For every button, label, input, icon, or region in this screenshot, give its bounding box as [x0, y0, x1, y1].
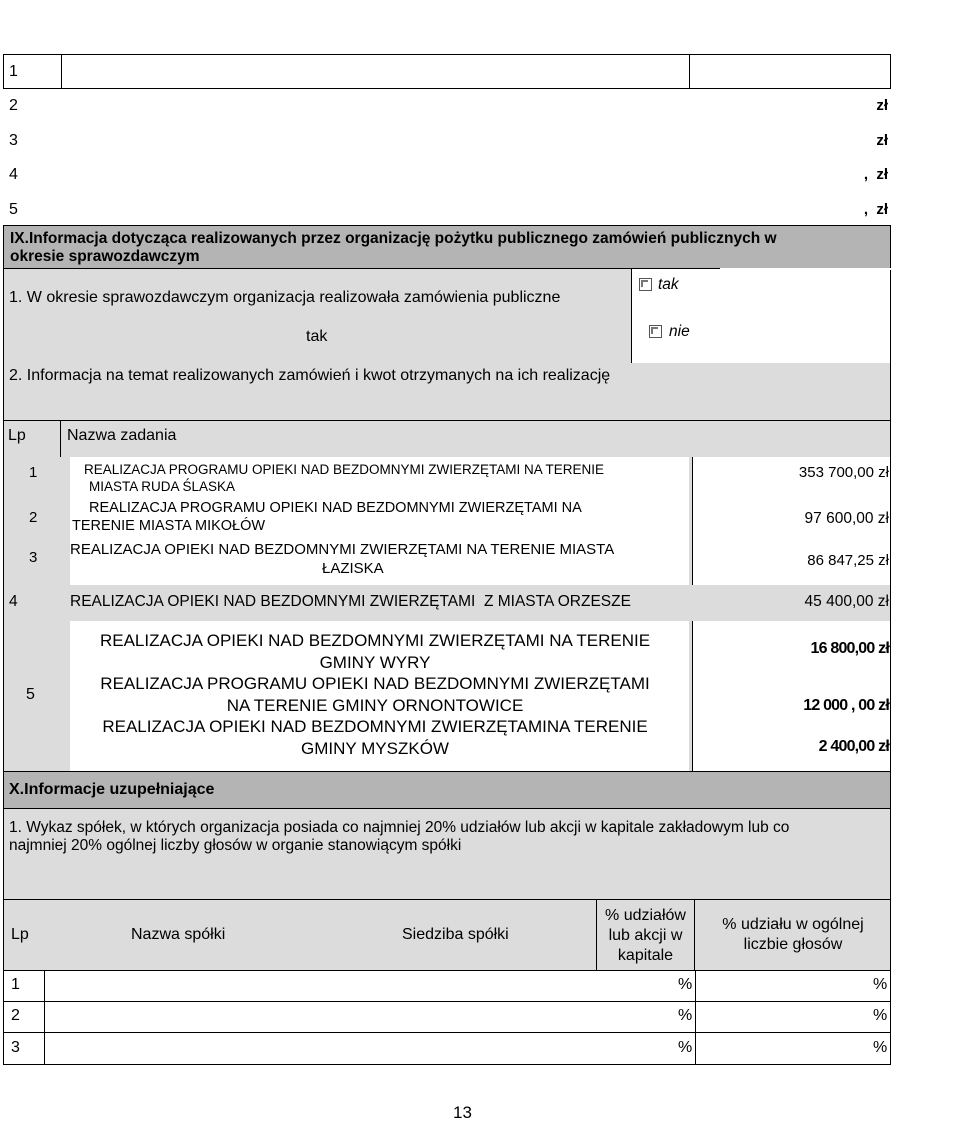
companies-header-shares-l3: kapitale [617, 947, 674, 964]
top-row-3-suffix: zł [876, 132, 888, 149]
top-row-3-num: 3 [9, 132, 18, 149]
order-row-4-amount: 45 400,00 zł [804, 593, 889, 610]
companies-header-shares-l2: lub akcji w [608, 927, 683, 944]
companies-table-rows [3, 970, 891, 1065]
companies-row-3-lp: 3 [11, 1039, 20, 1056]
order-row-3-name-l1: REALIZACJA OPIEKI NAD BEZDOMNYMI ZWIERZĘTAMI NA TERENIE MIASTA [70, 541, 615, 558]
order-row-5-line-1: REALIZACJA OPIEKI NAD BEZDOMNYMI ZWIERZĘTAMI NA TERENIE [99, 631, 651, 650]
order-row-5-lp: 5 [26, 686, 35, 703]
order-row-2-name-l2: TERENIE MIASTA MIKOŁÓW [72, 518, 266, 534]
order-row-1-name-l1: REALIZACJA PROGRAMU OPIEKI NAD BEZDOMNYMI ZWIERZĘTAMI NA TERENIE [84, 462, 605, 477]
section-x-question-1 [3, 809, 891, 900]
section-ix-title-line2: okresie sprawozdawczym [10, 248, 200, 265]
order-row-2-name-l1: REALIZACJA PROGRAMU OPIEKI NAD BEZDOMNYMI ZWIERZĘTAMI NA [89, 500, 582, 516]
order-row-1-lp: 1 [29, 464, 38, 481]
companies-row-2-votes: % [873, 1007, 888, 1024]
order-row-5-amount-3: 2 400,00 zł [818, 738, 889, 755]
companies-header-shares [597, 906, 694, 966]
companies-header-votes-l2: liczbie głosów [743, 936, 843, 953]
order-row-5-amount-1: 16 800,00 zł [810, 640, 889, 657]
order-row-5-line-4: NA TERENIE GMINY ORNONTOWICE [226, 695, 524, 715]
section-x-q1-line1: 1. Wykaz spółek, w których organizacja posiada co najmniej 20% udziałów lub akcji w kapitale zakładowym lub co [9, 819, 790, 836]
order-row-4-lp: 4 [9, 593, 18, 610]
companies-header-votes-l1: % udziału w ogólnej [722, 916, 864, 933]
section-ix-title-line1: IX.Informacja dotycząca realizowanych przez organizację pożytku publicznego zamówień publicznych w [10, 230, 777, 247]
companies-row-3-votes: % [873, 1039, 888, 1056]
companies-header-votes [695, 915, 891, 955]
top-rows-table [3, 54, 891, 225]
order-row-1-name-l2: MIASTA RUDA ŚLASKA [89, 479, 236, 494]
order-row-5-line-3: REALIZACJA PROGRAMU OPIEKI NAD BEZDOMNYMI ZWIERZĘTAMI [100, 674, 650, 693]
question-1-answer: tak [306, 328, 328, 345]
order-row-2-amount: 97 600,00 zł [804, 510, 889, 527]
option-tak-label: tak [658, 276, 679, 293]
question-1-area [3, 269, 631, 363]
question-1-label: 1. W okresie sprawozdawczym organizacja realizowała zamówienia publiczne [9, 289, 561, 306]
top-row-2-num: 2 [9, 97, 18, 114]
companies-header-name: Nazwa spółki [131, 926, 226, 943]
companies-row-2-lp: 2 [11, 1007, 20, 1024]
top-row-2-suffix: zł [876, 97, 888, 114]
order-row-3-lp: 3 [29, 549, 38, 566]
order-row-3-amount: 86 847,25 zł [807, 552, 889, 569]
section-ix-header [3, 225, 891, 269]
order-row-2-lp: 2 [29, 509, 38, 526]
companies-header-seat: Siedziba spółki [402, 926, 509, 943]
section-x-title: X.Informacje uzupełniające [9, 781, 215, 798]
top-row-5-num: 5 [9, 201, 18, 218]
checkbox-nie-icon[interactable] [649, 325, 662, 338]
top-row-1-num: 1 [9, 63, 18, 80]
companies-row-1-shares: % [678, 976, 693, 993]
order-row-4-name: REALIZACJA OPIEKI NAD BEZDOMNYMI ZWIERZĘTAMI Z MIASTA ORZESZE [70, 593, 631, 610]
order-row-3-name-l2: ŁAZISKA [322, 560, 384, 577]
checkbox-tak-icon[interactable] [639, 278, 652, 291]
companies-row-3-shares: % [678, 1039, 693, 1056]
companies-header-shares-l1: % udziałów [605, 907, 686, 924]
page-number: 13 [453, 1103, 472, 1122]
companies-header-lp: Lp [11, 926, 29, 943]
order-row-5-line-5: REALIZACJA OPIEKI NAD BEZDOMNYMI ZWIERZĘTAMINA TERENIE [102, 717, 648, 736]
order-row-5-amount-2: 12 000 , 00 zł [803, 697, 889, 714]
companies-row-1-votes: % [873, 976, 888, 993]
orders-header-lp: Lp [8, 427, 26, 444]
question-2-label: 2. Informacja na temat realizowanych zamówień i kwot otrzymanych na ich realizację [9, 367, 611, 384]
order-row-5-names [70, 630, 680, 759]
companies-row-1-lp: 1 [11, 976, 20, 993]
section-x-q1-line2: najmniej 20% ogólnej liczby głosów w organie stanowiącym spółki [9, 837, 462, 854]
order-row-5-line-2: GMINY WYRY [319, 652, 431, 672]
top-row-5-suffix: , zł [863, 201, 888, 218]
section-x-header [3, 771, 891, 809]
order-row-5-line-6: GMINY MYSZKÓW [301, 738, 449, 758]
top-row-4-num: 4 [9, 166, 18, 183]
order-row-1-amount: 353 700,00 zł [798, 464, 889, 481]
top-row-4-suffix: , zł [863, 166, 888, 183]
option-nie-label: nie [669, 323, 690, 340]
companies-row-2-shares: % [678, 1007, 693, 1024]
orders-header-name: Nazwa zadania [67, 427, 177, 444]
